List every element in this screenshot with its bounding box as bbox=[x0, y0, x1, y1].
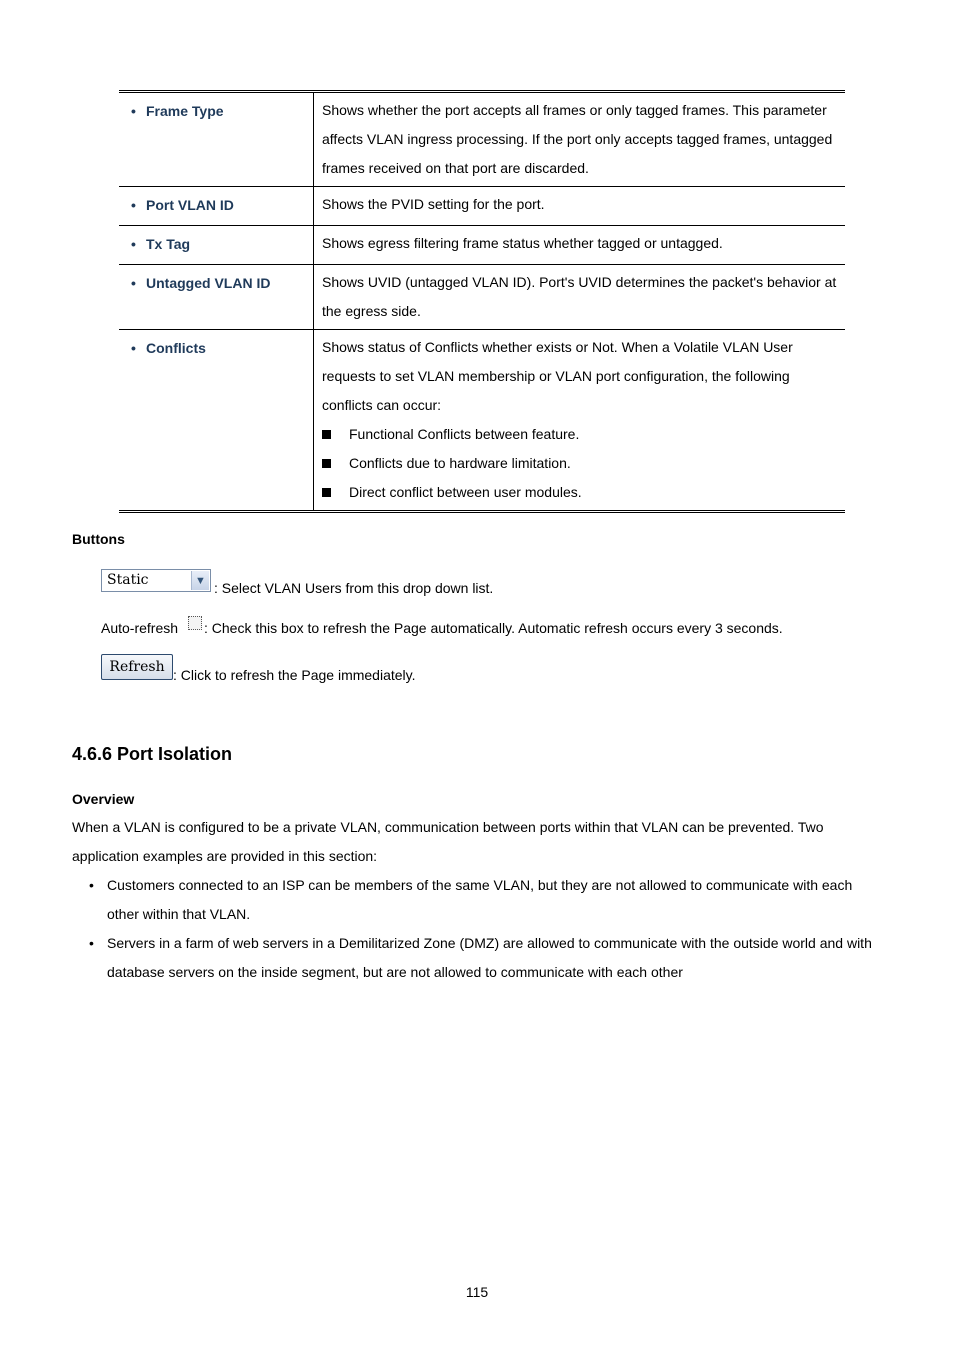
autorefresh-checkbox[interactable] bbox=[188, 616, 202, 630]
square-bullet-icon bbox=[322, 430, 331, 439]
overview-paragraph: When a VLAN is configured to be a private VLAN, communication between ports within that VLAN can be prevented. Two application examples are provided in this section: bbox=[72, 819, 824, 864]
param-desc-cell bbox=[314, 265, 846, 330]
param-desc-cell bbox=[314, 92, 846, 187]
table-row bbox=[119, 187, 845, 226]
list-item: Functional Conflicts between feature. bbox=[322, 420, 839, 449]
buttons-heading: Buttons bbox=[72, 531, 125, 547]
param-desc-cell bbox=[314, 226, 846, 265]
bullet-icon: • bbox=[131, 197, 136, 213]
param-name: Untagged VLAN ID bbox=[146, 275, 271, 291]
list-item: • Servers in a farm of web servers in a Demilitarized Zone (DMZ) are allowed to communicate with the outside world and with database servers on the inside segment, but are not allowed to communicate with each other bbox=[72, 929, 882, 986]
param-name: Tx Tag bbox=[146, 236, 191, 252]
page-number: 115 bbox=[465, 1284, 489, 1300]
param-name: Frame Type bbox=[146, 103, 224, 119]
bullet-icon: • bbox=[131, 103, 136, 119]
chevron-down-icon: ▼ bbox=[191, 571, 209, 590]
param-desc: Shows whether the port accepts all frames or only tagged frames. This parameter affects VLAN ingress processing. If the port only accepts tagged frames, untagged frames received on that port are discarded. bbox=[322, 102, 833, 176]
vlan-user-select[interactable] bbox=[101, 569, 211, 592]
bullet-icon: • bbox=[89, 935, 94, 951]
bullet-icon: • bbox=[131, 236, 136, 252]
table-row bbox=[119, 330, 845, 512]
bullet-icon: • bbox=[131, 340, 136, 356]
select-description: : Select VLAN Users from this drop down list. bbox=[214, 580, 494, 596]
square-bullet-icon bbox=[322, 488, 331, 497]
autorefresh-label: Auto-refresh bbox=[101, 620, 179, 636]
param-desc: Shows the PVID setting for the port. bbox=[322, 196, 545, 212]
list-item: Direct conflict between user modules. bbox=[322, 478, 839, 507]
select-value: Static bbox=[107, 572, 149, 588]
table-row bbox=[119, 226, 845, 265]
param-desc-cell bbox=[314, 330, 846, 512]
param-name-cell bbox=[119, 92, 314, 187]
param-name-cell bbox=[119, 226, 314, 265]
section-title: 4.6.6 Port Isolation bbox=[72, 744, 233, 764]
param-name-cell bbox=[119, 265, 314, 330]
param-name: Port VLAN ID bbox=[146, 197, 234, 213]
autorefresh-description: : Check this box to refresh the Page automatically. Automatic refresh occurs every 3 seconds. bbox=[204, 620, 783, 636]
square-bullet-icon bbox=[322, 459, 331, 468]
table-row bbox=[119, 92, 845, 187]
parameter-table bbox=[119, 90, 845, 513]
param-name-cell bbox=[119, 330, 314, 512]
refresh-button[interactable]: Refresh bbox=[101, 654, 173, 680]
param-desc-cell bbox=[314, 187, 846, 226]
bullet-icon: • bbox=[131, 275, 136, 291]
example-list bbox=[72, 871, 882, 987]
param-name: Conflicts bbox=[146, 340, 206, 356]
param-desc: Shows UVID (untagged VLAN ID). Port's UVID determines the packet's behavior at the egress side. bbox=[322, 274, 837, 319]
param-desc: Shows status of Conflicts whether exists or Not. When a Volatile VLAN User requests to set VLAN membership or VLAN port configuration, the following conflicts can occur: bbox=[322, 339, 793, 413]
refresh-description: : Click to refresh the Page immediately. bbox=[173, 667, 416, 683]
table-row bbox=[119, 265, 845, 330]
list-item: Conflicts due to hardware limitation. bbox=[322, 449, 839, 478]
bullet-icon: • bbox=[89, 877, 94, 893]
overview-heading: Overview bbox=[72, 791, 135, 807]
param-desc: Shows egress filtering frame status whether tagged or untagged. bbox=[322, 235, 723, 251]
list-item: • Customers connected to an ISP can be members of the same VLAN, but they are not allowed to communicate with each other within that VLAN. bbox=[72, 871, 882, 928]
param-name-cell bbox=[119, 187, 314, 226]
